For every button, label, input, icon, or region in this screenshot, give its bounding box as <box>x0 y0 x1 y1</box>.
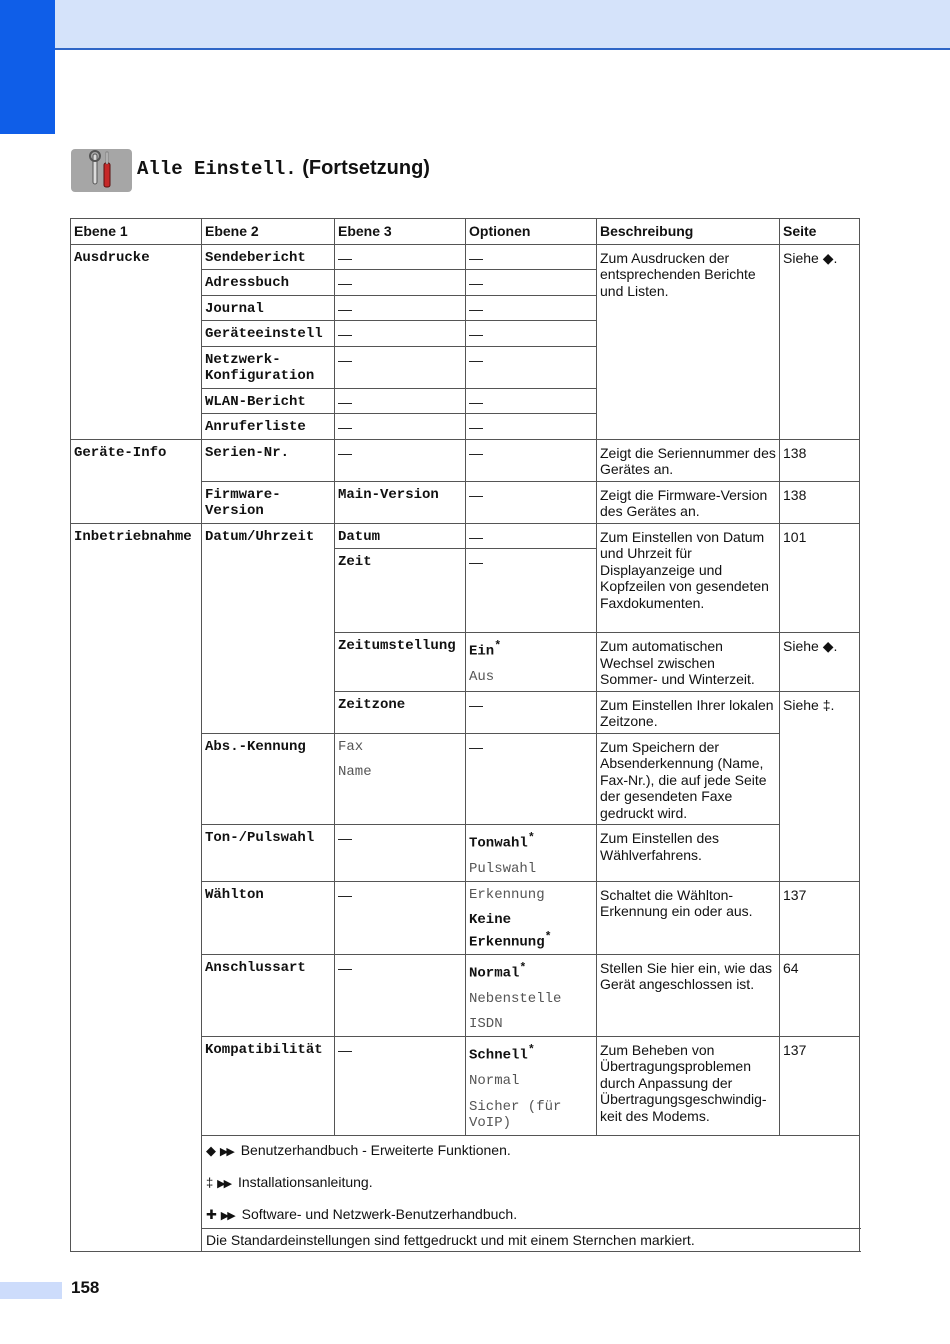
options-cell: — <box>466 321 597 347</box>
level2-cell: Anschlussart <box>202 954 335 1036</box>
level3-cell: Zeitumstellung <box>335 633 466 692</box>
page-title: Alle Einstell. (Fortsetzung) <box>137 157 430 180</box>
option: Fax <box>338 738 364 755</box>
default-note: Die Standardeinstellungen sind fettgedruckt und mit einem Sternchen markiert. <box>202 1228 860 1252</box>
description-cell: Zeigt die Seriennummer des Gerätes an. <box>597 439 780 481</box>
options-cell: — <box>466 270 597 296</box>
footnote: ‡ ▶▶ Installationsanleitung. <box>206 1173 373 1190</box>
description-cell: Zum Beheben von Übertragungsproblemen durch Anpassung der Übertragungsgeschwindig-keit des Modems. <box>597 1036 780 1135</box>
level2-cell: Firmware-Version <box>202 481 335 523</box>
option: Sicher (für VoIP) <box>469 1098 562 1132</box>
footnotes-cell <box>202 1135 860 1228</box>
options-cell: — <box>466 414 597 440</box>
footnote: ✚ ▶▶ Software- und Netzwerk-Benutzerhandbuch. <box>206 1205 518 1222</box>
options-cell: — <box>466 481 597 523</box>
option: Pulswahl <box>469 861 537 878</box>
level2-cell: Kompatibilität <box>202 1036 335 1135</box>
description-cell: Zum automatischen Wechsel zwischen Sommer- und Winterzeit. <box>597 633 780 692</box>
option-default: Tonwahl* <box>469 831 535 852</box>
col-header: Ebene 3 <box>335 219 466 245</box>
footnote: ◆ ▶▶ Benutzerhandbuch - Erweiterte Funktionen. <box>206 1141 511 1158</box>
level3-cell: — <box>335 270 466 296</box>
page-cell: Siehe ◆. <box>780 633 860 692</box>
level2-cell: Anruferliste <box>202 414 335 440</box>
level2-cell: Ton-/Pulswahl <box>202 825 335 882</box>
page-cell: Siehe ‡. <box>780 691 860 881</box>
option-default: Ein* <box>469 639 502 660</box>
level2-cell: Sendebericht <box>202 244 335 270</box>
page-cell: 138 <box>780 439 860 481</box>
options-cell: — <box>466 733 597 825</box>
option: Erkennung <box>469 886 545 903</box>
option-default: Normal* <box>469 960 527 982</box>
table-row <box>71 439 860 481</box>
level2-cell: WLAN-Bericht <box>202 388 335 414</box>
description-cell: Zeigt die Firmware-Version des Gerätes an. <box>597 481 780 523</box>
options-cell: — <box>466 244 597 270</box>
level3-cell: Zeit <box>335 549 466 633</box>
level3-cell <box>335 733 466 825</box>
level3-cell: — <box>335 1036 466 1135</box>
page-cell: Siehe ◆. <box>780 244 860 439</box>
description-cell: Zum Einstellen Ihrer lokalen Zeitzone. <box>597 691 780 733</box>
options-cell: — <box>466 439 597 481</box>
description-cell: Zum Einstellen des Wählverfahrens. <box>597 825 780 882</box>
table-header-row <box>71 219 860 245</box>
option: Nebenstelle <box>469 990 562 1007</box>
description-cell: Zum Ausdrucken der entsprechenden Berichte und Listen. <box>597 244 780 439</box>
page-cell: 137 <box>780 1036 860 1135</box>
page-cell: 137 <box>780 881 860 954</box>
level1-cell: Ausdrucke <box>71 244 202 439</box>
options-cell: — <box>466 388 597 414</box>
description-cell: Schaltet die Wählton-Erkennung ein oder aus. <box>597 881 780 954</box>
col-header: Beschreibung <box>597 219 780 245</box>
option: Aus <box>469 669 495 686</box>
chapter-tab <box>0 0 55 134</box>
option-default: Keine Erkennung* <box>469 912 552 951</box>
level3-cell: Datum <box>335 523 466 549</box>
options-cell: — <box>466 295 597 321</box>
level2-cell: Abs.-Kennung <box>202 733 335 825</box>
option-default: Schnell* <box>469 1042 535 1064</box>
level3-cell: — <box>335 881 466 954</box>
level2-cell: Adressbuch <box>202 270 335 296</box>
options-cell: — <box>466 549 597 633</box>
level3-cell: — <box>335 244 466 270</box>
level3-cell: — <box>335 954 466 1036</box>
level2-cell: Journal <box>202 295 335 321</box>
level3-cell: — <box>335 346 466 388</box>
options-cell <box>466 825 597 882</box>
settings-table <box>70 218 860 1252</box>
col-header: Seite <box>780 219 860 245</box>
option: ISDN <box>469 1016 503 1033</box>
description-cell: Stellen Sie hier ein, wie das Gerät angeschlossen ist. <box>597 954 780 1036</box>
option: Name <box>338 764 372 780</box>
option: Normal <box>469 1073 520 1090</box>
tools-icon <box>71 149 132 192</box>
level2-cell: Netzwerk- Konfiguration <box>202 346 335 388</box>
level2-cell: Datum/Uhrzeit <box>202 523 335 733</box>
page-cell: 64 <box>780 954 860 1036</box>
level3-cell: — <box>335 825 466 882</box>
level3-cell: — <box>335 414 466 440</box>
level2-cell: Wählton <box>202 881 335 954</box>
level3-cell: Main-Version <box>335 481 466 523</box>
level3-cell: — <box>335 388 466 414</box>
level1-cell: Inbetriebnahme <box>71 523 202 1252</box>
options-cell: — <box>466 346 597 388</box>
description-cell: Zum Einstellen von Datum und Uhrzeit für Displayanzeige und Kopfzeilen von gesendeten Faxdokumenten. <box>597 523 780 633</box>
table-row <box>71 244 860 270</box>
page-number: 158 <box>71 1278 100 1297</box>
header-rule <box>55 48 950 50</box>
options-cell <box>466 1036 597 1135</box>
options-cell <box>466 633 597 692</box>
level3-cell: — <box>335 295 466 321</box>
col-header: Optionen <box>466 219 597 245</box>
col-header: Ebene 2 <box>202 219 335 245</box>
options-cell <box>466 881 597 954</box>
description-cell: Zum Speichern der Absenderkennung (Name, Fax-Nr.), die auf jede Seite der gesendeten Faxe gedruckt wird. <box>597 733 780 825</box>
options-cell: — <box>466 523 597 549</box>
level2-cell: Geräteeinstell <box>202 321 335 347</box>
options-cell <box>466 954 597 1036</box>
page-cell: 101 <box>780 523 860 633</box>
level1-cell: Geräte-Info <box>71 439 202 523</box>
table-row <box>71 523 860 549</box>
level2-cell: Serien-Nr. <box>202 439 335 481</box>
header-band <box>0 0 950 50</box>
level3-cell: Zeitzone <box>335 691 466 733</box>
footer-bar <box>0 1282 62 1299</box>
level3-cell: — <box>335 439 466 481</box>
col-header: Ebene 1 <box>71 219 202 245</box>
page-cell: 138 <box>780 481 860 523</box>
options-cell: — <box>466 691 597 733</box>
level3-cell: — <box>335 321 466 347</box>
